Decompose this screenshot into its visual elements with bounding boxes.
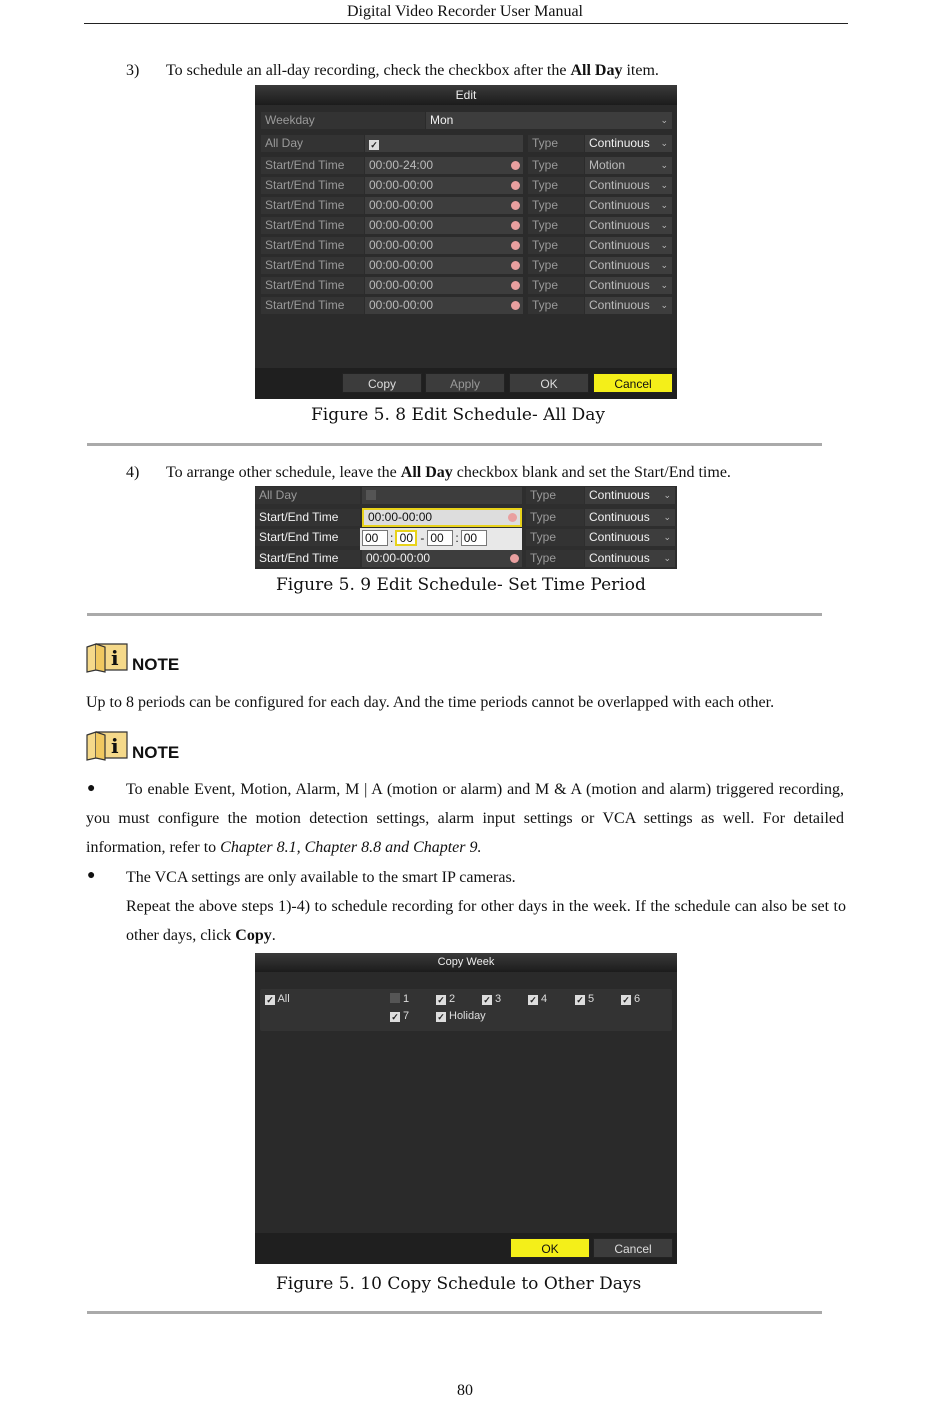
type-value: Continuous [589,198,650,212]
bullet-icon: ● [87,868,96,883]
day-label: 3 [495,993,502,1005]
type-value: Continuous [589,278,650,292]
type-select[interactable] [585,487,675,504]
time-colon: : [390,531,394,545]
checkbox[interactable]: ✓ [576,995,584,1005]
figure-5-8-caption: Figure 5. 8 Edit Schedule- All Day [311,405,606,425]
figure-5-10-caption: Figure 5. 10 Copy Schedule to Other Days [276,1274,642,1294]
chevron-down-icon: ⌄ [660,160,668,170]
day-label: 6 [634,993,641,1005]
chevron-down-icon: ⌄ [660,240,668,250]
time-range-field[interactable] [365,277,523,294]
step-3 [126,62,826,82]
divider [87,1311,822,1314]
copy-week-dialog [255,953,677,1264]
step-3-text-bold: All Day [570,62,623,79]
start-end-label: Start/End Time [261,157,364,174]
clock-icon [510,554,519,563]
day-checkbox-item[interactable] [621,993,640,1005]
type-label: Type [528,177,584,194]
note-heading [86,731,206,763]
time-range-field[interactable] [365,297,523,314]
checkbox[interactable]: ✓ [483,995,491,1005]
bullet-1-text-main: To enable Event, Motion, Alarm, M | A (motion or alarm) and M & A (motion and alarm) triggered recording, you must configure the motion detection settings, alarm input settings or VCA settings as well. For detailed information, refer to [86,781,844,856]
type-label: Type [526,509,584,526]
type-select[interactable] [585,257,672,274]
day-checkbox-item[interactable] [482,993,501,1005]
allday-type-select[interactable] [585,135,672,152]
day-checkbox-item[interactable] [436,993,455,1005]
type-value: Motion [589,158,626,172]
step-4 [126,464,846,484]
start-end-label: Start/End Time [255,529,360,546]
chevron-down-icon: ⌄ [660,115,668,125]
copy-button[interactable]: Copy [342,373,422,393]
checkbox[interactable]: ✓ [437,995,445,1005]
type-select[interactable] [585,509,675,526]
type-value: Continuous [589,298,650,312]
cancel-button[interactable]: Cancel [593,373,673,393]
bullet-1-text [86,775,844,862]
day-checkbox-item[interactable] [390,993,409,1005]
type-value: Continuous [589,258,650,272]
time-range-value: 00:00-24:00 [369,158,434,172]
type-select[interactable] [585,157,672,174]
step-4-text [166,464,731,482]
type-label: Type [528,135,584,152]
type-label: Type [528,237,584,254]
weekday-label: Weekday [261,112,425,129]
header-rule [84,23,848,24]
type-select[interactable] [585,529,675,546]
chevron-down-icon: ⌄ [660,260,668,270]
step-4-text-bold: All Day [400,464,453,481]
end-hour-value: 00 [430,531,444,545]
type-value: Continuous [589,510,650,524]
time-dash: - [420,531,425,545]
day-checkbox-item[interactable] [528,993,547,1005]
repeat-steps-bold: Copy [235,927,272,944]
clock-icon [511,181,520,190]
copy-all-checkbox[interactable] [265,993,290,1005]
type-value: Continuous [589,238,650,252]
type-label: Type [528,157,584,174]
note-label: NOTE [132,655,180,674]
start-end-label: Start/End Time [261,257,364,274]
svg-text:i: i [111,734,119,758]
start-end-label: Start/End Time [261,237,364,254]
start-end-label: Start/End Time [261,277,364,294]
day-label: Holiday [449,1010,486,1022]
bullet-2-text: The VCA settings are only available to the smart IP cameras. [126,869,516,886]
divider [87,613,822,616]
checkbox[interactable]: ✓ [391,1012,399,1022]
note-heading [86,643,206,675]
checkbox[interactable]: ✓ [529,995,537,1005]
type-label: Type [528,217,584,234]
chevron-down-icon: ⌄ [660,280,668,290]
allday-checkbox-cell [362,487,522,504]
copy-week-title: Copy Week [255,953,677,972]
step-3-number: 3) [126,62,140,79]
edit-schedule-dialog [255,85,677,399]
time-range-field[interactable] [365,237,523,254]
step-4-text-post: checkbox blank and set the Start/End time. [452,464,731,481]
chevron-down-icon: ⌄ [660,220,668,230]
edit-dialog-title: Edit [255,85,677,105]
set-time-period-panel [255,486,677,569]
time-range-value: 00:00-00:00 [369,278,434,292]
start-end-label: Start/End Time [255,550,360,567]
apply-button[interactable]: Apply [425,373,505,393]
page-number: 80 [457,1382,473,1399]
day-label: 7 [403,1010,410,1022]
day-checkbox-item[interactable] [575,993,594,1005]
svg-text:i: i [111,646,119,670]
chevron-down-icon: ⌄ [663,490,671,500]
type-select[interactable] [585,297,672,314]
end-minute-value: 00 [463,531,478,545]
time-range-field-active[interactable] [362,508,522,527]
clock-icon [508,513,517,522]
checkbox[interactable] [390,993,400,1003]
chevron-down-icon: ⌄ [663,553,671,563]
type-label: Type [526,487,584,504]
allday-label: All Day [255,487,360,504]
type-label: Type [528,277,584,294]
clock-icon [511,201,520,210]
start-hour-spinner[interactable] [362,530,388,546]
repeat-steps-text [126,892,846,950]
repeat-steps-main: Repeat the above steps 1)-4) to schedule recording for other days in the week. If the schedule can also be set to other days, click [126,898,846,944]
start-end-label: Start/End Time [261,297,364,314]
allday-checkbox-cell [365,135,523,152]
cancel-button[interactable]: Cancel [593,1238,673,1258]
time-range-value: 00:00-00:00 [369,178,434,192]
weekday-select[interactable] [426,112,672,129]
figure-5-9-caption: Figure 5. 9 Edit Schedule- Set Time Period [276,575,646,595]
step-3-text-post: item. [622,62,659,79]
time-range-value: 00:00-00:00 [366,551,431,565]
day-label: 4 [541,993,548,1005]
allday-label: All Day [261,135,364,152]
chevron-down-icon: ⌄ [663,532,671,542]
day-checkbox-item[interactable] [436,1010,486,1022]
bullet-icon: ● [87,781,96,796]
clock-icon [511,221,520,230]
clock-icon [511,281,520,290]
day-label: 1 [403,993,410,1005]
start-end-label: Start/End Time [261,217,364,234]
allday-checkbox[interactable]: ✓ [370,140,378,150]
type-label: Type [528,257,584,274]
clock-icon [511,261,520,270]
time-range-field[interactable] [365,217,523,234]
chevron-down-icon: ⌄ [660,300,668,310]
start-end-label: Start/End Time [261,177,364,194]
copy-all-label: All [277,993,290,1005]
start-minute-value: 00 [399,531,414,545]
type-select[interactable] [585,237,672,254]
clock-icon [511,241,520,250]
note-1-text: Up to 8 periods can be configured for each day. And the time periods cannot be overlapped with each other. [86,694,775,711]
type-value: Continuous [589,530,650,544]
step-3-text [166,62,659,80]
note-label: NOTE [132,743,180,762]
type-value: Continuous [589,178,650,192]
page-header: Digital Video Recorder User Manual [346,3,583,20]
time-range-field[interactable] [365,257,523,274]
chapter-reference: Chapter 8.1, Chapter 8.8 and Chapter 9. [220,839,482,856]
time-range-value: 00:00-00:00 [369,198,434,212]
clock-icon [511,161,520,170]
chevron-down-icon: ⌄ [660,138,668,148]
step-4-number: 4) [126,464,140,481]
day-label: 5 [588,993,595,1005]
type-select[interactable] [585,277,672,294]
type-label: Type [528,197,584,214]
time-range-field[interactable] [365,177,523,194]
time-range-value: 00:00-00:00 [369,238,434,252]
end-minute-spinner[interactable] [461,530,487,546]
type-select[interactable] [585,217,672,234]
checkbox[interactable]: ✓ [437,1012,445,1022]
type-value: Continuous [589,218,650,232]
type-label: Type [528,297,584,314]
note-info-icon [86,643,128,673]
type-select[interactable] [585,197,672,214]
checkbox[interactable]: ✓ [622,995,630,1005]
time-range-value: 00:00-00:00 [369,218,434,232]
start-hour-value: 00 [365,531,379,545]
start-end-label: Start/End Time [261,197,364,214]
chevron-down-icon: ⌄ [660,200,668,210]
time-range-value: 00:00-00:00 [369,258,434,272]
ok-button[interactable]: OK [510,1238,590,1258]
allday-type-value: Continuous [589,136,650,150]
weekday-value: Mon [430,113,454,127]
day-label: 2 [449,993,456,1005]
step-3-text-pre: To schedule an all-day recording, check the checkbox after the [166,62,571,79]
allday-checkbox[interactable] [366,490,376,500]
divider [87,443,822,446]
type-label: Type [526,550,584,567]
clock-icon [511,301,520,310]
day-checkbox-item[interactable] [390,1010,409,1022]
repeat-steps-end: . [271,927,276,944]
checkbox[interactable]: ✓ [266,995,274,1005]
step-4-text-pre: To arrange other schedule, leave the [166,464,401,481]
start-end-label: Start/End Time [255,509,360,526]
end-hour-spinner[interactable] [427,530,453,546]
start-minute-spinner[interactable] [395,530,417,546]
type-value: Continuous [589,488,650,502]
chevron-down-icon: ⌄ [663,512,671,522]
time-range-field[interactable] [365,157,523,174]
time-range-field[interactable] [365,197,523,214]
time-colon: : [455,531,459,545]
type-value: Continuous [589,551,650,565]
type-select[interactable] [585,550,675,567]
time-range-field[interactable] [362,550,522,567]
note-info-icon [86,731,128,761]
chevron-down-icon: ⌄ [660,180,668,190]
time-range-value: 00:00-00:00 [368,510,433,524]
type-label: Type [526,529,584,546]
time-range-value: 00:00-00:00 [369,298,434,312]
time-spinner-popup [360,528,522,550]
type-select[interactable] [585,177,672,194]
ok-button[interactable]: OK [509,373,589,393]
